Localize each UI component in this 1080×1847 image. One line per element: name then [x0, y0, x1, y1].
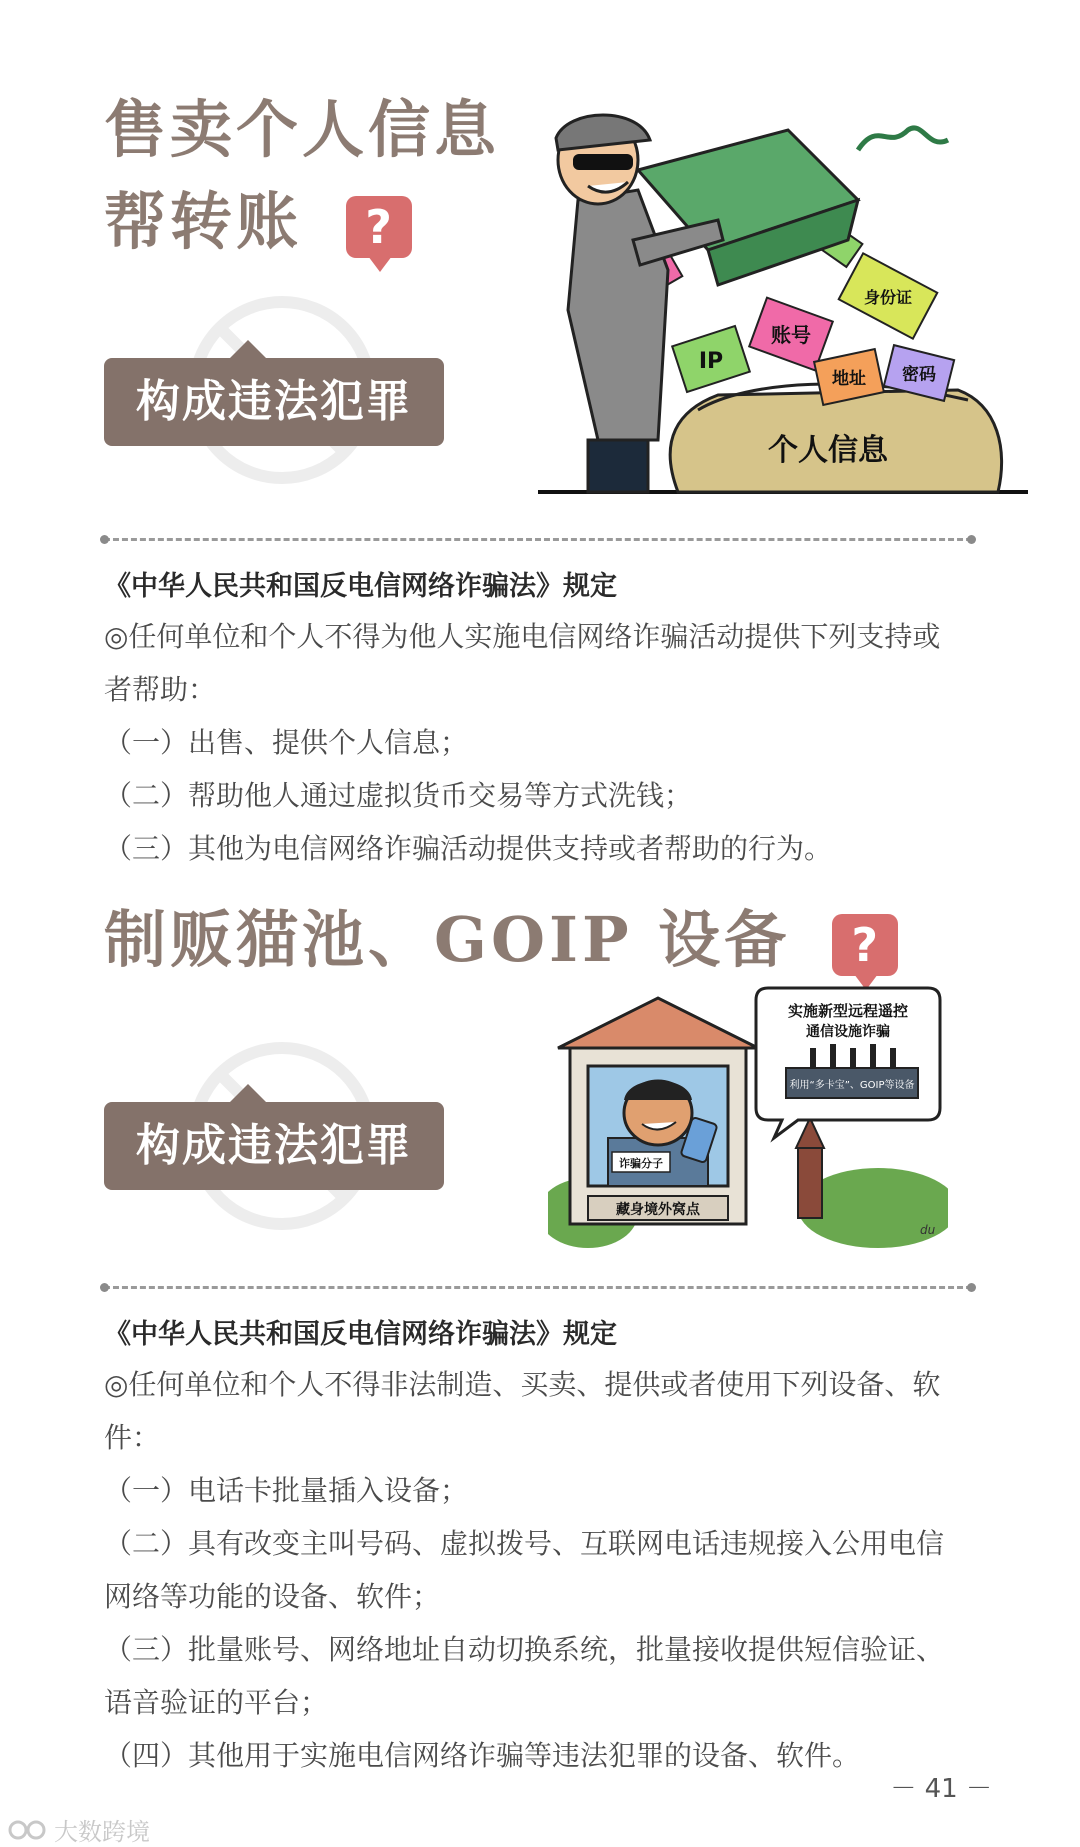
section1-law-title: 《中华人民共和国反电信网络诈骗法》规定 — [104, 571, 617, 602]
law-clause: 语音验证的平台； — [104, 1686, 329, 1719]
bubble-line-1: 实施新型远程遥控 — [787, 1002, 909, 1020]
section1-title-line2: 帮转账 — [104, 185, 303, 258]
law-clause: ◎任何单位和个人不得非法制造、买卖、提供或者使用下列设备、软件： — [104, 1368, 941, 1454]
section2-crime-badge: 构成违法犯罪 — [104, 1102, 444, 1190]
svg-text:账号: 账号 — [771, 323, 811, 347]
section2-title-row — [104, 894, 898, 986]
law-clause: （四）其他用于实施电信网络诈骗等违法犯罪的设备、软件。 — [104, 1739, 861, 1772]
section1-crime-badge: 构成违法犯罪 — [104, 358, 444, 446]
section2-divider — [104, 1286, 972, 1289]
law-clause: （三）批量账号、网络地址自动切换系统，批量接收提供短信验证、 — [104, 1633, 945, 1666]
section2-title: 制贩猫池、GOIP 设备 — [104, 903, 791, 976]
law-clause: 网络等功能的设备、软件； — [104, 1580, 441, 1613]
section2-law-text — [104, 1358, 984, 1782]
section1-law-text — [104, 610, 984, 875]
law-clause: （二）具有改变主叫号码、虚拟拨号、互联网电话违规接入公用电信 — [104, 1527, 945, 1560]
law-clause: （二）帮助他人通过虚拟货币交易等方式洗钱； — [104, 779, 693, 812]
law-clause: （一）电话卡批量插入设备； — [104, 1474, 469, 1507]
info-card-id — [839, 253, 938, 338]
bubble-line-2: 通信设施诈骗 — [806, 1024, 890, 1040]
svg-text:密码: 密码 — [902, 365, 936, 385]
section1-title-line1: 售卖个人信息 — [104, 93, 501, 166]
scammer-tag: 诈骗分子 — [619, 1157, 663, 1170]
section2-law-title: 《中华人民共和国反电信网络诈骗法》规定 — [104, 1319, 617, 1350]
page-number: － 41 － — [890, 1774, 992, 1804]
info-card-ip — [672, 326, 750, 392]
law-clause: （三）其他为电信网络诈骗活动提供支持或者帮助的行为。 — [104, 832, 833, 865]
illustration-selling-personal-info — [528, 110, 1048, 500]
den-sign: 藏身境外窝点 — [616, 1202, 700, 1218]
svg-text:IP: IP — [698, 349, 724, 374]
law-clause: 者帮助： — [104, 673, 217, 706]
illustration-goip-device-scam — [548, 978, 948, 1250]
watermark — [8, 1812, 150, 1847]
section1-title-line2-row — [104, 176, 412, 268]
sack-label: 个人信息 — [768, 433, 888, 468]
svg-text:身份证: 身份证 — [863, 288, 913, 307]
law-clause: （一）出售、提供个人信息； — [104, 726, 469, 759]
question-mark-icon: ? — [832, 914, 898, 976]
section1-divider — [104, 538, 972, 541]
info-card-account — [749, 298, 833, 371]
watermark-logo-icon — [8, 1818, 48, 1842]
law-clause: ◎任何单位和个人不得为他人实施电信网络诈骗活动提供下列支持或 — [104, 620, 941, 653]
artist-signature: du — [920, 1223, 936, 1237]
watermark-text: 大数跨境 — [54, 1818, 150, 1846]
device-label: 利用“多卡宝”、GOIP等设备 — [789, 1080, 915, 1091]
svg-text:地址: 地址 — [832, 369, 866, 389]
question-mark-icon: ? — [346, 196, 412, 258]
